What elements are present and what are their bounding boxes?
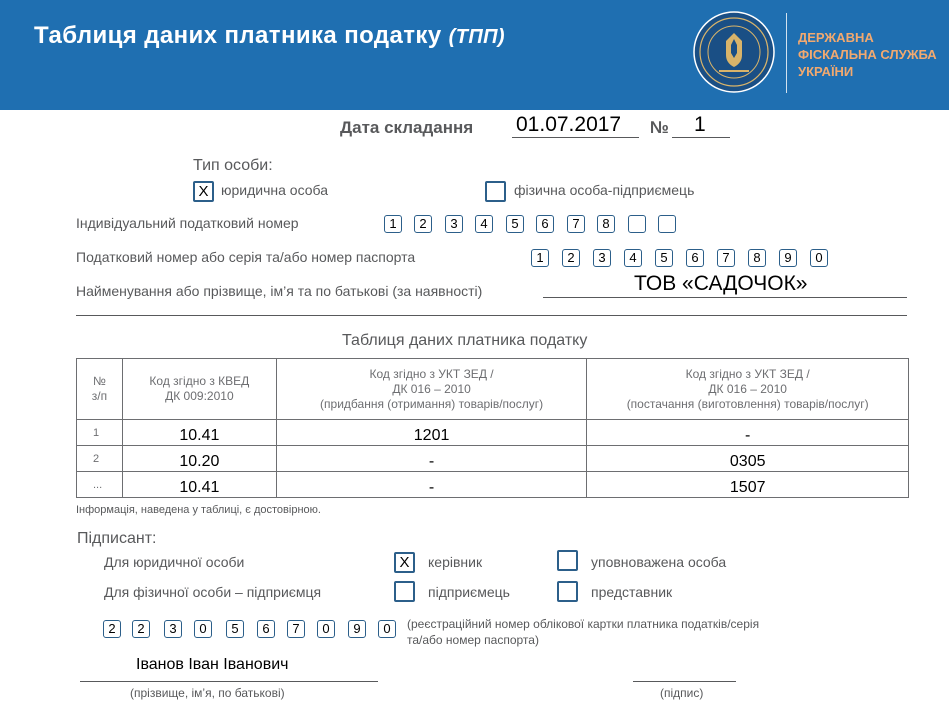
authorized-person-label: уповноважена особа: [591, 554, 727, 570]
table-note: Інформація, наведена у таблиці, є достовірною.: [76, 504, 321, 516]
table-row: [77, 420, 909, 446]
name-value[interactable]: ТОВ «САДОЧОК»: [634, 272, 808, 295]
number-value[interactable]: 1: [694, 113, 706, 136]
tax-number-digit[interactable]: 3: [593, 249, 611, 267]
kved-cell[interactable]: 10.41: [122, 472, 276, 498]
reg-number-digit-boxes: [103, 620, 403, 640]
col-header-supply: Код згідно з УКТ ЗЕД / ДК 016 – 2010 (постачання (виготовлення) товарів/послуг): [587, 359, 909, 420]
name-label: Найменування або прізвище, ім’я та по батькові (за наявності): [76, 283, 483, 299]
reg-number-digit[interactable]: 2: [103, 620, 121, 638]
person-type-label: Тип особи:: [193, 157, 273, 174]
director-checkbox[interactable]: Х: [394, 552, 415, 573]
reg-number-digit[interactable]: 7: [287, 620, 305, 638]
number-label: №: [650, 118, 669, 137]
reg-number-note: (реєстраційний номер облікової картки платника податків/серія та/або номер паспорта): [407, 617, 760, 647]
reg-number-digit[interactable]: 9: [348, 620, 366, 638]
director-label: керівник: [428, 554, 483, 570]
itn-digit[interactable]: 2: [414, 215, 432, 233]
tax-number-digit[interactable]: 4: [624, 249, 642, 267]
table-row: [77, 472, 909, 498]
table-title: Таблиця даних платника податку: [342, 332, 588, 349]
table-header-row: [77, 359, 909, 420]
reg-number-digit[interactable]: 0: [378, 620, 396, 638]
name-caption: (прізвище, ім’я, по батькові): [130, 686, 285, 700]
itn-digit[interactable]: 1: [384, 215, 402, 233]
entrepreneur-checkbox[interactable]: [394, 581, 415, 602]
date-value[interactable]: 01.07.2017: [516, 113, 622, 136]
kved-cell[interactable]: 10.41: [122, 420, 276, 446]
col-header-kved: Код згідно з КВЕД ДК 009:2010: [122, 359, 276, 420]
reg-number-digit[interactable]: 6: [257, 620, 275, 638]
tax-number-digit[interactable]: 5: [655, 249, 673, 267]
org-name: ДЕРЖАВНА ФІСКАЛЬНА СЛУЖБА УКРАЇНИ: [798, 30, 937, 79]
reg-number-digit[interactable]: 5: [226, 620, 244, 638]
tax-number-label: Податковий номер або серія та/або номер паспорта: [76, 249, 416, 265]
representative-label: представник: [591, 584, 673, 600]
itn-digit[interactable]: 5: [506, 215, 524, 233]
signer-full-name[interactable]: Іванов Іван Іванович: [136, 656, 289, 673]
itn-digit[interactable]: 4: [475, 215, 493, 233]
page-title: Таблиця даних платника податку (ТПП): [34, 22, 505, 49]
tax-number-digit[interactable]: 0: [810, 249, 828, 267]
signer-label: Підписант:: [77, 530, 157, 547]
purchase-code-cell[interactable]: -: [276, 446, 587, 472]
row-number: ...: [77, 472, 123, 498]
supply-code-cell[interactable]: 0305: [587, 446, 909, 472]
name-underline-2: [76, 315, 907, 316]
signature-caption: (підпис): [660, 686, 704, 700]
legal-entity-checkbox[interactable]: Х: [193, 181, 214, 202]
tax-number-digit[interactable]: 8: [748, 249, 766, 267]
row-number: 2: [77, 446, 123, 472]
itn-digit-boxes: [384, 215, 684, 235]
tax-number-digit[interactable]: 2: [562, 249, 580, 267]
signature-line[interactable]: [633, 681, 736, 682]
signer-individual-label: Для фізичної особи – підприємця: [104, 584, 322, 600]
col-header-purchase: Код згідно з УКТ ЗЕД / ДК 016 – 2010 (придбання (отримання) товарів/послуг): [276, 359, 587, 420]
signer-legal-label: Для юридичної особи: [104, 554, 245, 570]
supply-code-cell[interactable]: 1507: [587, 472, 909, 498]
name-underline: [543, 297, 907, 298]
tax-number-digit[interactable]: 1: [531, 249, 549, 267]
authorized-person-checkbox[interactable]: [557, 550, 578, 571]
itn-digit[interactable]: [628, 215, 646, 233]
individual-entrepreneur-label: фізична особа-підприємець: [514, 182, 695, 198]
purchase-code-cell[interactable]: -: [276, 472, 587, 498]
header-divider: [786, 13, 787, 93]
reg-number-digit[interactable]: 0: [194, 620, 212, 638]
itn-digit[interactable]: [658, 215, 676, 233]
legal-entity-label: юридична особа: [221, 182, 329, 198]
fiscal-service-emblem-icon: [693, 11, 775, 93]
representative-checkbox[interactable]: [557, 581, 578, 602]
row-number: 1: [77, 420, 123, 446]
reg-number-digit[interactable]: 0: [317, 620, 335, 638]
table-row: [77, 446, 909, 472]
supply-code-cell[interactable]: -: [587, 420, 909, 446]
itn-digit[interactable]: 7: [567, 215, 585, 233]
reg-number-digit[interactable]: 3: [164, 620, 182, 638]
taxpayer-data-table: [76, 358, 909, 498]
purchase-code-cell[interactable]: 1201: [276, 420, 587, 446]
date-label: Дата складання: [340, 118, 474, 137]
kved-cell[interactable]: 10.20: [122, 446, 276, 472]
individual-entrepreneur-checkbox[interactable]: [485, 181, 506, 202]
reg-number-digit[interactable]: 2: [132, 620, 150, 638]
itn-digit[interactable]: 8: [597, 215, 615, 233]
number-underline: [672, 137, 730, 138]
tax-number-digit[interactable]: 6: [686, 249, 704, 267]
tax-number-digit[interactable]: 7: [717, 249, 735, 267]
itn-label: Індивідуальний податковий номер: [76, 215, 299, 231]
itn-digit[interactable]: 6: [536, 215, 554, 233]
date-underline: [512, 137, 639, 138]
col-header-number: № з/п: [77, 359, 123, 420]
full-name-underline: [80, 681, 378, 682]
entrepreneur-label: підприємець: [428, 584, 510, 600]
tax-number-digit-boxes: [531, 249, 831, 269]
itn-digit[interactable]: 3: [445, 215, 463, 233]
tax-number-digit[interactable]: 9: [779, 249, 797, 267]
